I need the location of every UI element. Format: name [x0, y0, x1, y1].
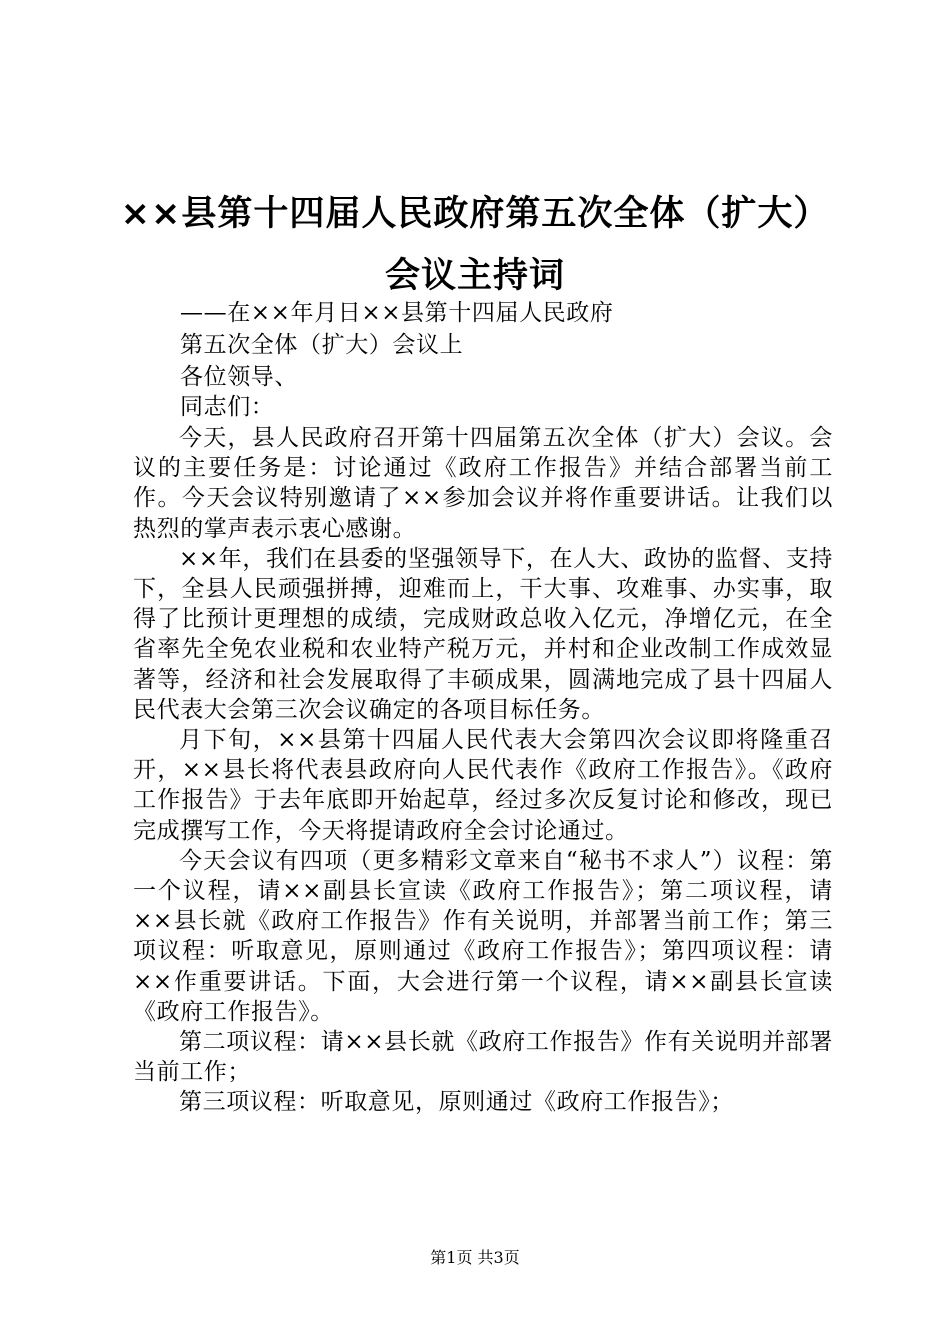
document-body: [133, 423, 833, 1118]
paragraph-opening: 今天，县人民政府召开第十四届第五次全体（扩大）会议。会议的主要任务是：讨论通过《政府工作报告》并结合部署当前工作。今天会议特别邀请了××参加会议并将作重要讲话。让我们以热烈的掌声表示衷心感谢。: [133, 425, 833, 542]
page-number-footer: 第1页 共3页: [430, 1248, 520, 1267]
subtitle-line-2: 第五次全体（扩大）会议上: [180, 332, 464, 358]
paragraph-achievements: ××年，我们在县委的坚强领导下，在人大、政协的监督、支持下，全县人民顽强拼搏，迎难而上，干大事、攻难事、办实事，取得了比预计更理想的成绩，完成财政总收入亿元，净增亿元，在全省率先全免农业税和农业特产税万元，并村和企业改制工作成效显著等，经济和社会发展取得了丰硕成果，圆满地完成了县十四届人民代表大会第三次会议确定的各项目标任务。: [133, 545, 833, 723]
paragraph-agenda-item-2: 第二项议程：请××县长就《政府工作报告》作有关说明并部署当前工作；: [133, 1029, 833, 1086]
paragraph-agenda-item-3: 第三项议程：听取意见，原则通过《政府工作报告》；: [179, 1089, 734, 1116]
paragraph-report-background: 月下旬，××县第十四届人民代表大会第四次会议即将隆重召开，××县长将代表县政府向人民代表作《政府工作报告》。《政府工作报告》于去年底即开始起草，经过多次反复讨论和修改，现已完成撰写工作，今天将提请政府全会讨论通过。: [133, 727, 833, 844]
document-title-line-2: 会议主持词: [384, 256, 565, 296]
salutation-leaders: 各位领导、: [180, 364, 298, 390]
subtitle-line-1: ——在××年月日××县第十四届人民政府: [180, 300, 614, 326]
salutation-comrades: 同志们：: [180, 394, 275, 420]
paragraph-agenda: 今天会议有四项（更多精彩文章来自“秘书不求人”）议程：第一个议程，请××副县长宣读《政府工作报告》；第二项议程，请××县长就《政府工作报告》作有关说明，并部署当前工作；第三项议程：听取意见，原则通过《政府工作报告》；第四项议程：请××作重要讲话。下面，大会进行第一个议程，请××副县长宣读《政府工作报告》。: [133, 847, 833, 1025]
document-title-line-1: ××县第十四届人民政府第五次全体（扩大）: [120, 194, 830, 234]
